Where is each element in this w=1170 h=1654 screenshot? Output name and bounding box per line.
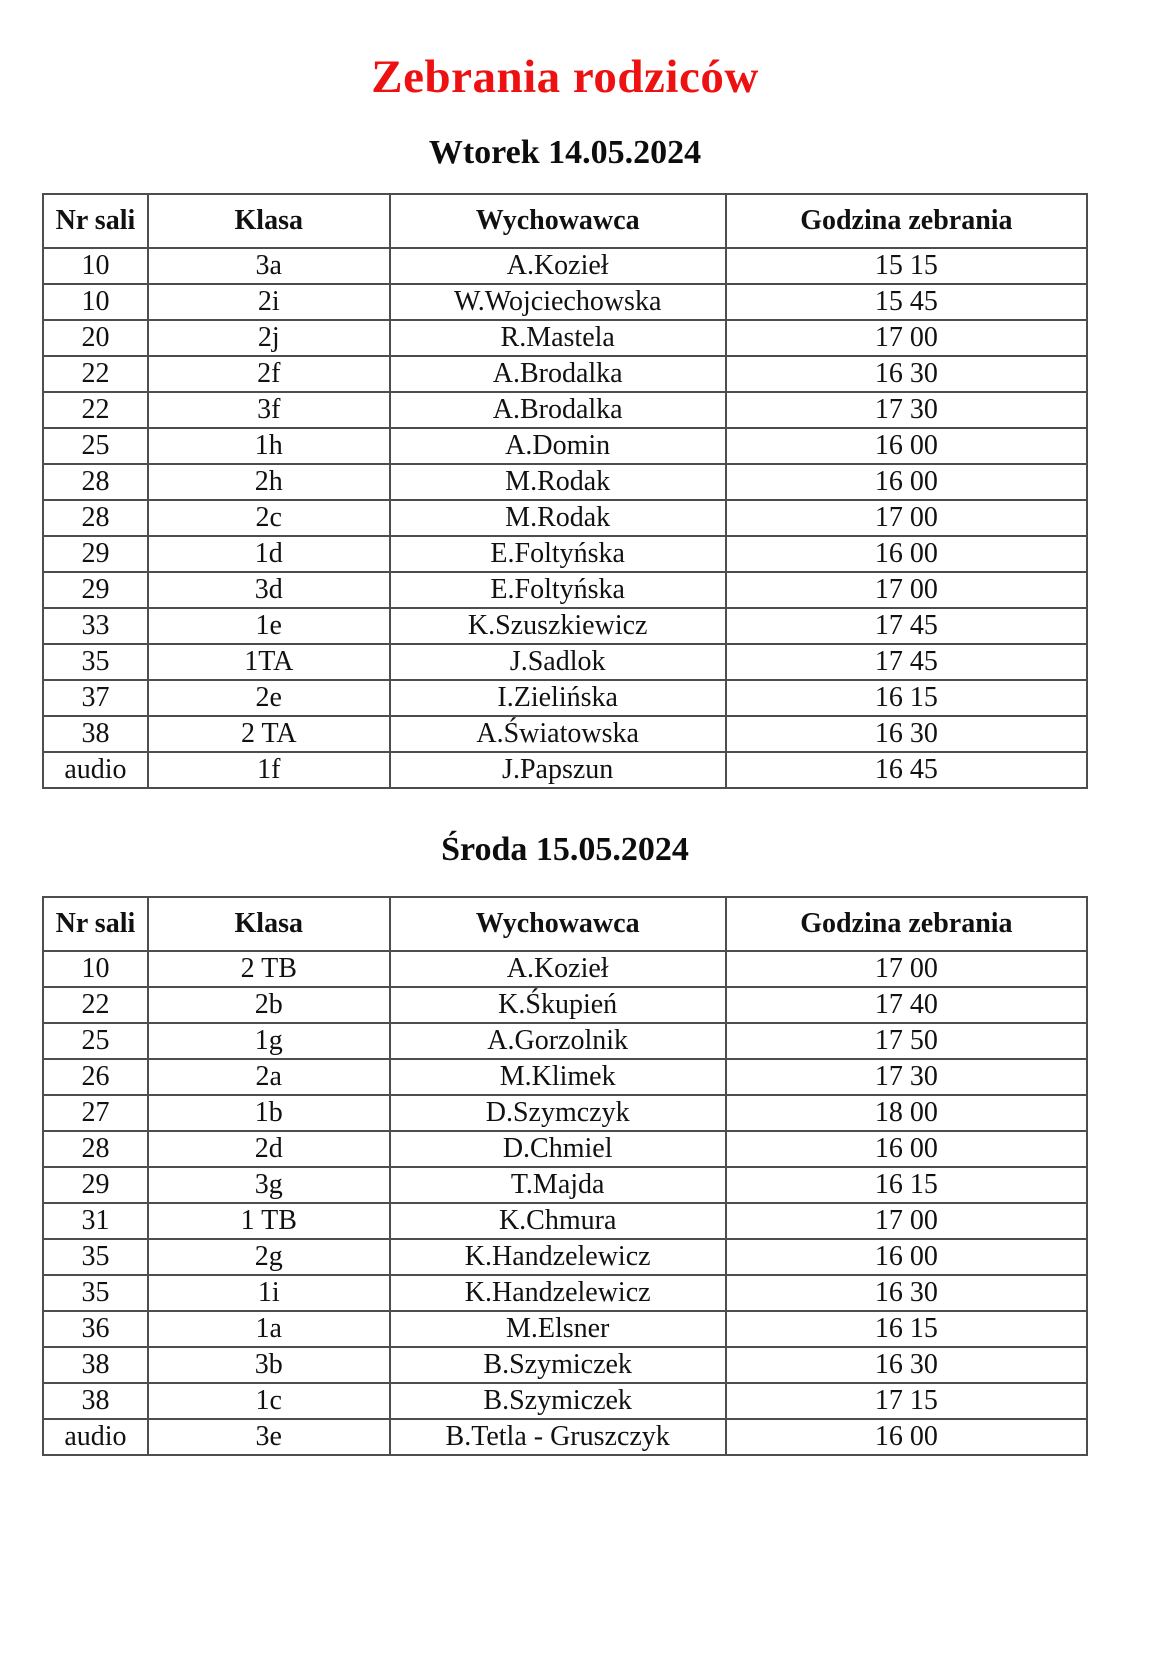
cell-wychowawca: A.Światowska <box>390 716 726 752</box>
table-row <box>43 644 1087 680</box>
cell-godzina: 16 15 <box>726 1311 1087 1347</box>
cell-wychowawca: K.Chmura <box>390 1203 726 1239</box>
cell-nr-sali: 37 <box>43 680 148 716</box>
cell-klasa: 2j <box>148 320 390 356</box>
cell-wychowawca: K.Handzelewicz <box>390 1239 726 1275</box>
cell-nr-sali: 33 <box>43 608 148 644</box>
cell-wychowawca: W.Wojciechowska <box>390 284 726 320</box>
cell-klasa: 2f <box>148 356 390 392</box>
cell-wychowawca: A.Brodalka <box>390 392 726 428</box>
cell-nr-sali: 31 <box>43 1203 148 1239</box>
cell-godzina: 16 15 <box>726 680 1087 716</box>
table-row <box>43 680 1087 716</box>
cell-klasa: 1TA <box>148 644 390 680</box>
cell-godzina: 15 15 <box>726 248 1087 284</box>
cell-klasa: 2 TA <box>148 716 390 752</box>
cell-godzina: 16 00 <box>726 428 1087 464</box>
cell-godzina: 16 15 <box>726 1167 1087 1203</box>
cell-wychowawca: A.Gorzolnik <box>390 1023 726 1059</box>
table-row <box>43 752 1087 788</box>
cell-klasa: 2 TB <box>148 951 390 987</box>
table-row <box>43 1023 1087 1059</box>
cell-klasa: 1e <box>148 608 390 644</box>
table-row <box>43 951 1087 987</box>
cell-godzina: 15 45 <box>726 284 1087 320</box>
cell-klasa: 1h <box>148 428 390 464</box>
day-section-wednesday <box>42 831 1088 1456</box>
cell-godzina: 16 30 <box>726 356 1087 392</box>
cell-wychowawca: J.Sadlok <box>390 644 726 680</box>
cell-klasa: 2i <box>148 284 390 320</box>
cell-godzina: 17 40 <box>726 987 1087 1023</box>
cell-godzina: 17 45 <box>726 644 1087 680</box>
cell-wychowawca: M.Elsner <box>390 1311 726 1347</box>
cell-wychowawca: M.Rodak <box>390 500 726 536</box>
cell-nr-sali: 25 <box>43 428 148 464</box>
table-header-row <box>43 897 1087 951</box>
cell-godzina: 17 50 <box>726 1023 1087 1059</box>
table-row <box>43 356 1087 392</box>
cell-godzina: 16 30 <box>726 716 1087 752</box>
cell-godzina: 18 00 <box>726 1095 1087 1131</box>
cell-nr-sali: 38 <box>43 1347 148 1383</box>
column-header-nr-sali: Nr sali <box>43 194 148 248</box>
cell-nr-sali: 10 <box>43 248 148 284</box>
cell-godzina: 16 00 <box>726 536 1087 572</box>
table-row <box>43 716 1087 752</box>
table-row <box>43 1239 1087 1275</box>
table-row <box>43 1203 1087 1239</box>
cell-nr-sali: 10 <box>43 951 148 987</box>
cell-nr-sali: 26 <box>43 1059 148 1095</box>
column-header-godzina: Godzina zebrania <box>726 897 1087 951</box>
table-row <box>43 536 1087 572</box>
cell-nr-sali: 29 <box>43 536 148 572</box>
cell-nr-sali: 22 <box>43 356 148 392</box>
column-header-klasa: Klasa <box>148 897 390 951</box>
table-row <box>43 464 1087 500</box>
cell-nr-sali: audio <box>43 1419 148 1455</box>
cell-nr-sali: 27 <box>43 1095 148 1131</box>
cell-klasa: 1d <box>148 536 390 572</box>
table-row <box>43 1347 1087 1383</box>
cell-klasa: 3b <box>148 1347 390 1383</box>
cell-nr-sali: 29 <box>43 572 148 608</box>
day-section-tuesday <box>42 134 1088 789</box>
cell-nr-sali: 35 <box>43 644 148 680</box>
cell-nr-sali: audio <box>43 752 148 788</box>
cell-klasa: 2c <box>148 500 390 536</box>
cell-wychowawca: A.Brodalka <box>390 356 726 392</box>
cell-godzina: 16 00 <box>726 1239 1087 1275</box>
cell-klasa: 1b <box>148 1095 390 1131</box>
cell-klasa: 2d <box>148 1131 390 1167</box>
cell-godzina: 16 45 <box>726 752 1087 788</box>
cell-klasa: 3a <box>148 248 390 284</box>
table-row <box>43 608 1087 644</box>
cell-nr-sali: 28 <box>43 464 148 500</box>
cell-wychowawca: D.Szymczyk <box>390 1095 726 1131</box>
cell-klasa: 2a <box>148 1059 390 1095</box>
table-row <box>43 987 1087 1023</box>
document-page <box>42 0 1088 1456</box>
cell-klasa: 3f <box>148 392 390 428</box>
day-heading-tuesday: Wtorek 14.05.2024 <box>428 134 702 171</box>
table-row <box>43 1419 1087 1455</box>
cell-wychowawca: B.Tetla - Gruszczyk <box>390 1419 726 1455</box>
cell-wychowawca: M.Klimek <box>390 1059 726 1095</box>
cell-klasa: 2e <box>148 680 390 716</box>
cell-wychowawca: K.Handzelewicz <box>390 1275 726 1311</box>
cell-godzina: 17 30 <box>726 392 1087 428</box>
table-row <box>43 428 1087 464</box>
table-row <box>43 1167 1087 1203</box>
cell-wychowawca: K.Szuszkiewicz <box>390 608 726 644</box>
cell-klasa: 1g <box>148 1023 390 1059</box>
cell-nr-sali: 22 <box>43 392 148 428</box>
column-header-klasa: Klasa <box>148 194 390 248</box>
cell-wychowawca: A.Kozieł <box>390 248 726 284</box>
cell-klasa: 1 TB <box>148 1203 390 1239</box>
cell-nr-sali: 10 <box>43 284 148 320</box>
table-row <box>43 572 1087 608</box>
cell-klasa: 3d <box>148 572 390 608</box>
table-row <box>43 392 1087 428</box>
cell-klasa: 2h <box>148 464 390 500</box>
table-row <box>43 1095 1087 1131</box>
cell-nr-sali: 35 <box>43 1239 148 1275</box>
cell-nr-sali: 38 <box>43 716 148 752</box>
cell-wychowawca: M.Rodak <box>390 464 726 500</box>
cell-godzina: 17 00 <box>726 572 1087 608</box>
cell-godzina: 17 00 <box>726 500 1087 536</box>
cell-nr-sali: 20 <box>43 320 148 356</box>
cell-godzina: 16 30 <box>726 1347 1087 1383</box>
day-heading-wednesday: Środa 15.05.2024 <box>441 831 689 868</box>
cell-wychowawca: A.Domin <box>390 428 726 464</box>
cell-nr-sali: 36 <box>43 1311 148 1347</box>
cell-klasa: 2b <box>148 987 390 1023</box>
cell-wychowawca: T.Majda <box>390 1167 726 1203</box>
table-row <box>43 284 1087 320</box>
schedule-table-tuesday <box>42 193 1088 789</box>
table-row <box>43 320 1087 356</box>
table-header-row <box>43 194 1087 248</box>
cell-godzina: 17 45 <box>726 608 1087 644</box>
table-row <box>43 1059 1087 1095</box>
cell-wychowawca: J.Papszun <box>390 752 726 788</box>
cell-nr-sali: 29 <box>43 1167 148 1203</box>
cell-klasa: 1a <box>148 1311 390 1347</box>
column-header-nr-sali: Nr sali <box>43 897 148 951</box>
column-header-godzina: Godzina zebrania <box>726 194 1087 248</box>
cell-nr-sali: 38 <box>43 1383 148 1419</box>
cell-klasa: 2g <box>148 1239 390 1275</box>
cell-wychowawca: D.Chmiel <box>390 1131 726 1167</box>
cell-wychowawca: E.Foltyńska <box>390 536 726 572</box>
schedule-table-wednesday <box>42 896 1088 1456</box>
table-row <box>43 1275 1087 1311</box>
cell-nr-sali: 35 <box>43 1275 148 1311</box>
cell-godzina: 17 15 <box>726 1383 1087 1419</box>
cell-godzina: 16 00 <box>726 1419 1087 1455</box>
cell-nr-sali: 28 <box>43 500 148 536</box>
cell-nr-sali: 22 <box>43 987 148 1023</box>
cell-godzina: 17 00 <box>726 1203 1087 1239</box>
cell-klasa: 1c <box>148 1383 390 1419</box>
table-row <box>43 500 1087 536</box>
cell-wychowawca: E.Foltyńska <box>390 572 726 608</box>
cell-godzina: 16 30 <box>726 1275 1087 1311</box>
table-row <box>43 1383 1087 1419</box>
cell-wychowawca: I.Zielińska <box>390 680 726 716</box>
cell-godzina: 17 00 <box>726 320 1087 356</box>
cell-wychowawca: A.Kozieł <box>390 951 726 987</box>
table-row <box>43 1131 1087 1167</box>
cell-klasa: 3g <box>148 1167 390 1203</box>
cell-wychowawca: R.Mastela <box>390 320 726 356</box>
cell-nr-sali: 28 <box>43 1131 148 1167</box>
column-header-wychowawca: Wychowawca <box>390 897 726 951</box>
table-row <box>43 248 1087 284</box>
cell-klasa: 3e <box>148 1419 390 1455</box>
cell-klasa: 1f <box>148 752 390 788</box>
cell-wychowawca: B.Szymiczek <box>390 1347 726 1383</box>
cell-godzina: 16 00 <box>726 1131 1087 1167</box>
cell-nr-sali: 25 <box>43 1023 148 1059</box>
cell-wychowawca: K.Śkupień <box>390 987 726 1023</box>
column-header-wychowawca: Wychowawca <box>390 194 726 248</box>
cell-klasa: 1i <box>148 1275 390 1311</box>
cell-godzina: 17 30 <box>726 1059 1087 1095</box>
document-title: Zebrania rodziców <box>371 51 759 103</box>
cell-wychowawca: B.Szymiczek <box>390 1383 726 1419</box>
table-row <box>43 1311 1087 1347</box>
cell-godzina: 17 00 <box>726 951 1087 987</box>
cell-godzina: 16 00 <box>726 464 1087 500</box>
